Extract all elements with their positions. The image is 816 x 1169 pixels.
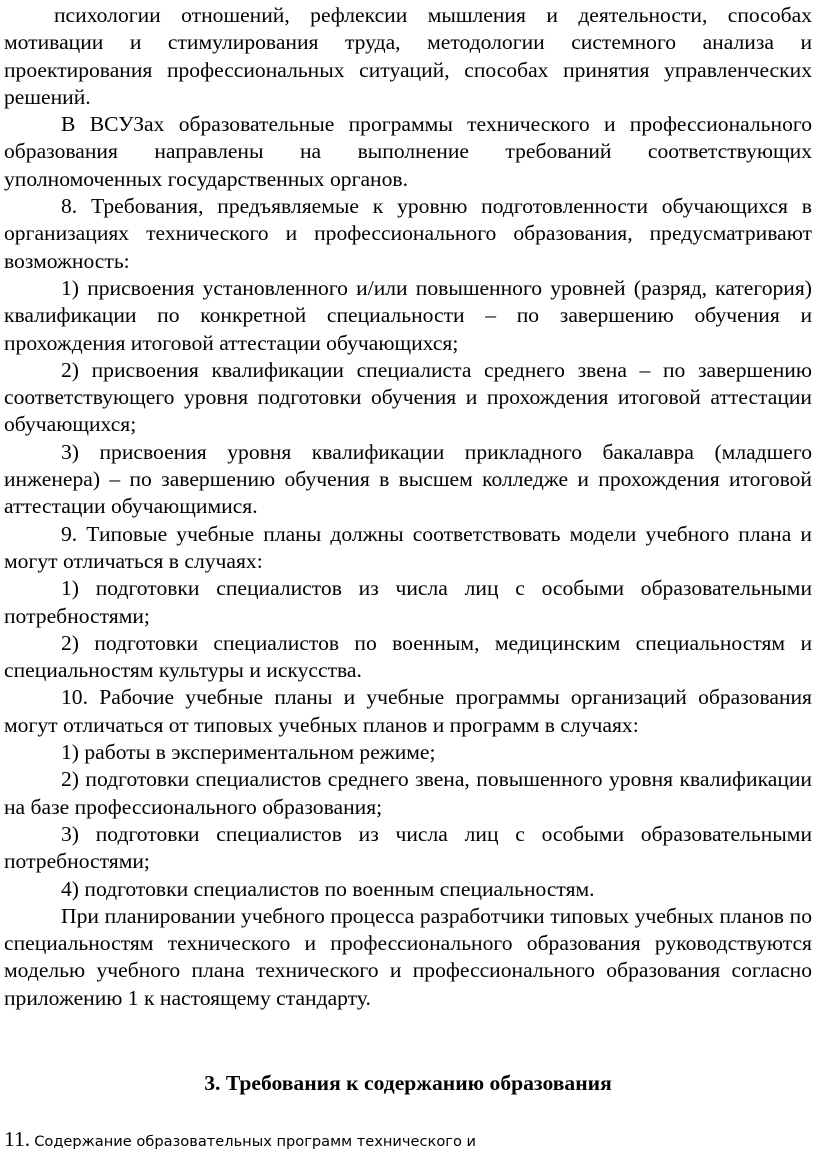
list-item-8-2: 2) присвоения квалификации специалиста среднего звена – по завершению соответствующего уровня подготовки обучения и прохождения итоговой аттестации обучающихся;	[4, 357, 812, 437]
clause-11-text: Содержание образовательных программ технического и	[34, 1133, 476, 1150]
paragraph-continuation: психологии отношений, рефлексии мышления и деятельности, способах мотивации и стимулирования труда, методологии системного анализа и проектирования профессиональных ситуаций, способах принятия управленческих решений.	[4, 3, 812, 109]
paragraph-clause-10: 10. Рабочие учебные планы и учебные программы организаций образования могут отличаться от типовых учебных планов и программ в случаях:	[4, 685, 812, 737]
list-item-10-1: 1) работы в экспериментальном режиме;	[61, 740, 436, 765]
clause-11-line	[4, 1124, 812, 1157]
list-item-10-2: 2) подготовки специалистов среднего звена, повышенного уровня квалификации на базе профессионального образования;	[4, 767, 812, 819]
body-text	[4, 2, 812, 1012]
list-item-9-2: 2) подготовки специалистов по военным, медицинским специальностям и специальностям культуры и искусства.	[4, 630, 812, 683]
paragraph-planning: При планировании учебного процесса разработчики типовых учебных планов по специальностям технического и профессионального образования руководствуются моделью учебного плана технического и профессионального образования согласно приложению 1 к настоящему стандарту.	[4, 903, 812, 1010]
list-item-10-4: 4) подготовки специалистов по военным специальностям.	[61, 876, 595, 901]
list-item-9-1: 1) подготовки специалистов из числа лиц с особыми образовательными потребностями;	[4, 576, 812, 628]
list-item-10-3: 3) подготовки специалистов из числа лиц с особыми образовательными потребностями;	[4, 821, 812, 874]
paragraph-vsuz: В ВСУЗах образовательные программы технического и профессионального образования направлены на выполнение требований соответствующих уполномоченных государственных органов.	[4, 112, 812, 191]
section-heading: 3. Требования к содержанию образования	[204, 1071, 612, 1095]
list-item-8-1: 1) присвоения установленного и/или повышенного уровней (разряд, категория) квалификации по конкретной специальности – по завершению обучения и прохождения итоговой аттестации обучающихся;	[4, 275, 812, 355]
list-item-8-3: 3) присвоения уровня квалификации прикладного бакалавра (младшего инженера) – по завершению обучения в высшем колледже и прохождения итоговой аттестации обучающимися.	[4, 439, 812, 519]
paragraph-clause-9: 9. Типовые учебные планы должны соответствовать модели учебного плана и могут отличаться в случаях:	[4, 521, 812, 573]
paragraph-clause-8: 8. Требования, предъявляемые к уровню подготовленности обучающихся в организациях технического и профессионального образования, предусматривают возможность:	[4, 194, 812, 273]
clause-11-number: 11.	[4, 1127, 31, 1151]
